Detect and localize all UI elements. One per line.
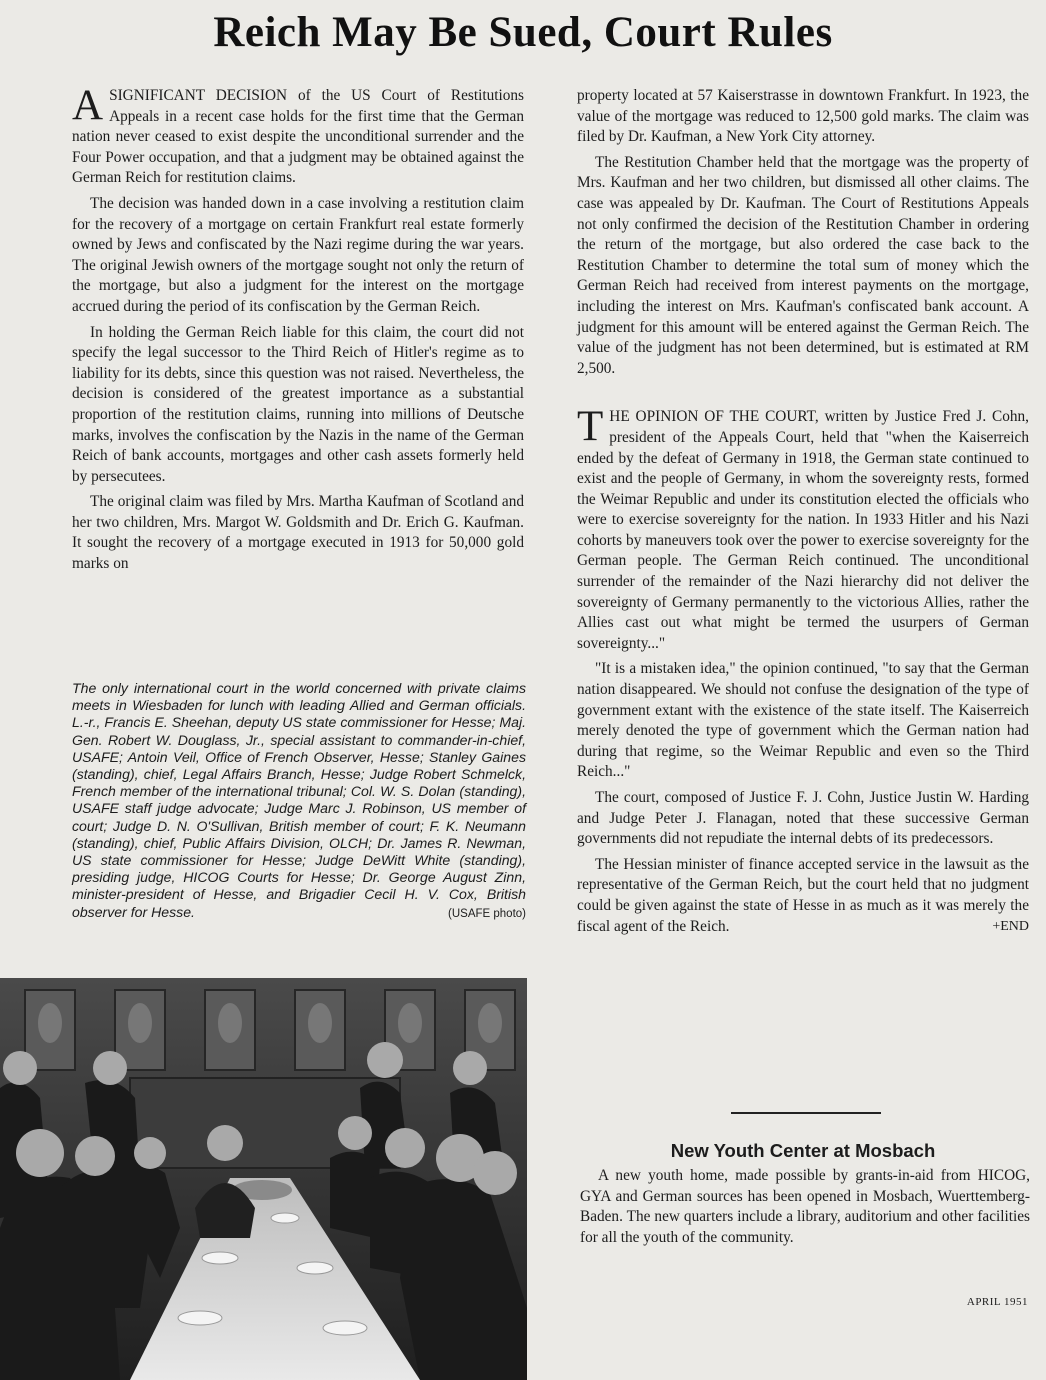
end-mark: +END xyxy=(992,918,1029,934)
sidebar-title: New Youth Center at Mosbach xyxy=(670,1140,936,1161)
photo-credit: (USAFE photo) xyxy=(448,907,526,920)
article-column-left xyxy=(72,82,524,580)
headline: Reich May Be Sued, Court Rules xyxy=(213,9,833,56)
article-paragraph-5: property located at 57 Kaiserstrasse in downtown Frankfurt. In 1923, the value of the mortgage was reduced to 12,500 gold marks. The claim was filed by Dr. Kaufman, a New York City attorney. xyxy=(577,87,1029,146)
article-paragraph-4: The original claim was filed by Mrs. Martha Kaufman of Scotland and her two children, Mrs. Margot W. Goldsmith and Dr. Erich G. Kaufman. It sought the recovery of a mortgage executed in 1913 for 50,000 gold marks on xyxy=(72,493,524,573)
article-paragraph-6: The Restitution Chamber held that the mortgage was the property of Mrs. Kaufman and her two children, but dismissed all other claims. The case was appealed by Dr. Kaufman. The Court of Restitutions Appeals not only confirmed the decision of the Restitution Chamber in ordering the return of the mortgage, but also ordered the case back to the Restitution Chamber to determine the total sum of money which the German Reich had received from interest payments on the mortgage, including the interest on Mrs. Kaufman's confiscated bank account. A judgment for this amount will be entered against the German Reich. The value of the judgment has not been determined, but is estimated at RM 2,500. xyxy=(577,153,1029,377)
article-paragraph-7: THE OPINION OF THE COURT, written by Justice Fred J. Cohn, president of the Appeals Court, held that "when the Kaiserreich ended by the defeat of Germany in 1918, the German state continued to exist and the people of Germany, in whom the sovereignty rests, formed the Weimar Republic and under its constitution elected the officials who were to exercise sovereignty for the nation. In 1933 Hitler and his Nazi cohorts by maneuvers took over the power to exercise sovereignty for the German people. The German Reich continued. The unconditional surrender of the remainder of the Nazi hierarchy did not deliver the sovereignty of Germany permanently to the victorious Allies, rather the Allies cast out what might be termed the usurpers of German sovereignty..." xyxy=(577,403,1029,652)
article-paragraph-2: The decision was handed down in a case involving a restitution claim for the recovery of a mortgage on certain Frankfurt real estate formerly owned by Jews and confiscated by the Nazi regime during the war years. The original Jewish owners of the mortgage sought not only the return of the mortgage, but also a judgment for the interest on the mortgage accrued during the period of its confiscation by the German Reich. xyxy=(72,194,524,315)
sidebar-body xyxy=(580,1166,1030,1248)
group-photo xyxy=(0,978,527,1380)
drop-cap: A xyxy=(72,82,104,129)
caption-text: The only international court in the world concerned with private claims meets in Wiesbaden for lunch with leading Allied and German officials. L.-r., Francis E. Sheehan, deputy US state commissioner for Hesse; Maj. Gen. Robert W. Douglass, Jr., special assistant to commander-in-chief, USAFE; Antoin Veil, Office of French Observer, Hesse; Stanley Gaines (standing), chief, Legal Affairs Branch, Hesse; Judge Robert Schmelck, French member of the international tribunal; Col. W. S. Dolan (standing), USAFE staff judge advocate; Judge Marc J. Robinson, US member of court; Judge D. N. O'Sullivan, British member of court; F. K. Neumann (standing), chief, Public Affairs Division, OLCH; Dr. James R. Newman, US state commissioner for Hesse; Judge DeWitt White (standing), presiding judge, HICOG Courts for Hesse; Dr. George August Zinn, minister-president of Hesse, and Brigadier Cecil H. V. Cox, British observer for Hesse. xyxy=(72,680,526,920)
article-column-right xyxy=(577,86,1029,942)
article-paragraph-9: The court, composed of Justice F. J. Cohn, Justice Justin W. Harding and Judge Peter J. Flanagan, noted that these successive German governments did not repudiate the internal debts of its predecessors. xyxy=(577,789,1029,848)
section-divider xyxy=(731,1112,881,1114)
run-in-text: HE OPINION OF THE COURT, xyxy=(609,408,819,426)
drop-cap: T xyxy=(577,403,604,451)
article-paragraph-8: "It is a mistaken idea," the opinion continued, "to say that the German nation disappeared. We should not confuse the designation of the type of government extant with the existence of the state itself. The Kaiserreich merely denoted the type of government which the German nation had during that regime, so the Weimar Republic and even so the Third Reich..." xyxy=(577,660,1029,781)
article-paragraph-3: In holding the German Reich liable for this claim, the court did not specify the legal successor to the Third Reich of Hitler's regime as to liability for its debts, since this question was not raised. Nevertheless, the decision is considered of the greatest importance as a substantial proportion of the restitution claims, running into millions of Deutsche marks, involves the confiscation by the Nazis in the name of the German Reich of bank accounts, mortgages and other cash assets formerly held by persecutees. xyxy=(72,323,524,485)
sidebar-paragraph: A new youth home, made possible by grants-in-aid from HICOG, GYA and German sources has been opened in Mosbach, Wuerttemberg-Baden. The new quarters include a library, auditorium and other facilities for all the youth of the community. xyxy=(580,1167,1030,1246)
page-folio: APRIL 1951 xyxy=(966,1296,1028,1308)
article-paragraph-1: ASIGNIFICANT DECISION of the US Court of Restitutions Appeals in a recent case holds for the first time that the German nation never ceased to exist despite the unconditional surrender and the Four Power occupation, and that a judgment may be obtained against the German Reich for restitution claims. xyxy=(72,82,524,187)
group-photo-illustration xyxy=(0,978,527,1380)
run-in-text: SIGNIFICANT DECISION xyxy=(109,87,288,104)
article-paragraph-10: The Hessian minister of finance accepted service in the lawsuit as the representative of the German Reich, but the court held that no judgment could be given against the state of Hesse in as much as it was merely the fiscal agent of the Reich. +END xyxy=(577,855,1029,937)
photo-caption xyxy=(72,680,526,923)
